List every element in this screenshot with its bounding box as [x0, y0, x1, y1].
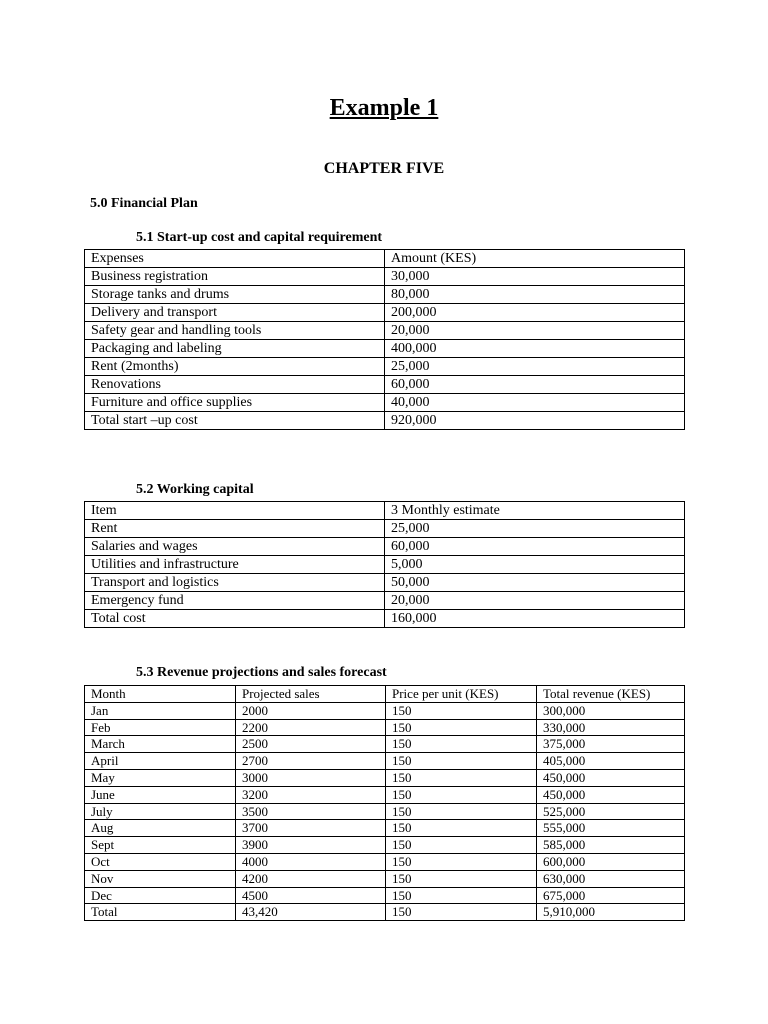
- table-row: [85, 376, 685, 394]
- table-cell: 150: [386, 904, 537, 921]
- header-row: [85, 502, 685, 520]
- table-cell: 4000: [236, 853, 386, 870]
- column-header: Expenses: [85, 250, 385, 268]
- table-row: [85, 556, 685, 574]
- table-cell: 3200: [236, 786, 386, 803]
- table-cell: 50,000: [385, 574, 685, 592]
- table-cell: May: [85, 769, 236, 786]
- column-header: Price per unit (KES): [386, 686, 537, 703]
- table-cell: 920,000: [385, 412, 685, 430]
- table-cell: 150: [386, 736, 537, 753]
- table-cell: 450,000: [537, 769, 685, 786]
- column-header: Total revenue (KES): [537, 686, 685, 703]
- table-cell: 60,000: [385, 538, 685, 556]
- table-row: [85, 769, 685, 786]
- table-row: [85, 286, 685, 304]
- table-cell: July: [85, 803, 236, 820]
- table-row: [85, 268, 685, 286]
- table-cell: 25,000: [385, 520, 685, 538]
- table-cell: Salaries and wages: [85, 538, 385, 556]
- table-cell: 80,000: [385, 286, 685, 304]
- table-cell: 2700: [236, 753, 386, 770]
- table-cell: March: [85, 736, 236, 753]
- table-row: [85, 803, 685, 820]
- table-cell: Furniture and office supplies: [85, 394, 385, 412]
- column-header: Projected sales: [236, 686, 386, 703]
- table-cell: 150: [386, 837, 537, 854]
- document-title: Example 1: [329, 95, 439, 121]
- table-cell: 4500: [236, 887, 386, 904]
- table-cell: 2000: [236, 702, 386, 719]
- table-row: [85, 394, 685, 412]
- table-cell: Emergency fund: [85, 592, 385, 610]
- table-cell: 2200: [236, 719, 386, 736]
- table-cell: 300,000: [537, 702, 685, 719]
- table-cell: Business registration: [85, 268, 385, 286]
- table-cell: Utilities and infrastructure: [85, 556, 385, 574]
- table-cell: Rent: [85, 520, 385, 538]
- table-row: [85, 853, 685, 870]
- startup-heading: 5.1 Start-up cost and capital requirement: [136, 230, 383, 245]
- table-cell: 675,000: [537, 887, 685, 904]
- table-cell: 150: [386, 753, 537, 770]
- table-cell: 3900: [236, 837, 386, 854]
- startup-table-body: [85, 250, 685, 430]
- table-cell: 585,000: [537, 837, 685, 854]
- table-cell: 43,420: [236, 904, 386, 921]
- table-row: [85, 702, 685, 719]
- table-row: [85, 340, 685, 358]
- table-cell: Total: [85, 904, 236, 921]
- table-cell: 160,000: [385, 610, 685, 628]
- table-cell: 330,000: [537, 719, 685, 736]
- column-header: Month: [85, 686, 236, 703]
- table-cell: April: [85, 753, 236, 770]
- working-capital-table: [84, 501, 685, 628]
- table-cell: June: [85, 786, 236, 803]
- table-row: [85, 887, 685, 904]
- table-row: [85, 574, 685, 592]
- table-cell: 5,910,000: [537, 904, 685, 921]
- table-cell: Storage tanks and drums: [85, 286, 385, 304]
- table-cell: 150: [386, 786, 537, 803]
- table-cell: Packaging and labeling: [85, 340, 385, 358]
- table-cell: 600,000: [537, 853, 685, 870]
- table-cell: Dec: [85, 887, 236, 904]
- table-cell: Jan: [85, 702, 236, 719]
- working-capital-heading: 5.2 Working capital: [136, 482, 254, 497]
- table-row: [85, 870, 685, 887]
- table-cell: 4200: [236, 870, 386, 887]
- table-cell: 525,000: [537, 803, 685, 820]
- header-row: [85, 686, 685, 703]
- revenue-heading: 5.3 Revenue projections and sales forecast: [136, 665, 387, 680]
- table-cell: 20,000: [385, 322, 685, 340]
- header-row: [85, 250, 685, 268]
- table-cell: 40,000: [385, 394, 685, 412]
- table-row: [85, 358, 685, 376]
- table-row: [85, 412, 685, 430]
- column-header: 3 Monthly estimate: [385, 502, 685, 520]
- startup-cost-table: [84, 249, 685, 430]
- table-cell: Feb: [85, 719, 236, 736]
- table-row: [85, 820, 685, 837]
- table-row: [85, 786, 685, 803]
- table-row: [85, 837, 685, 854]
- table-cell: 150: [386, 853, 537, 870]
- chapter-heading: CHAPTER FIVE: [323, 160, 445, 177]
- table-row: [85, 538, 685, 556]
- column-header: Amount (KES): [385, 250, 685, 268]
- table-cell: 3000: [236, 769, 386, 786]
- table-row: [85, 904, 685, 921]
- table-cell: 30,000: [385, 268, 685, 286]
- table-cell: 25,000: [385, 358, 685, 376]
- table-cell: 150: [386, 702, 537, 719]
- section-heading: 5.0 Financial Plan: [90, 196, 198, 211]
- revenue-table: [84, 685, 685, 921]
- table-cell: 450,000: [537, 786, 685, 803]
- table-cell: 150: [386, 870, 537, 887]
- table-cell: 150: [386, 803, 537, 820]
- table-cell: Renovations: [85, 376, 385, 394]
- table-cell: Oct: [85, 853, 236, 870]
- table-cell: Sept: [85, 837, 236, 854]
- table-cell: 5,000: [385, 556, 685, 574]
- table-cell: 3500: [236, 803, 386, 820]
- table-cell: 555,000: [537, 820, 685, 837]
- table-row: [85, 322, 685, 340]
- table-row: [85, 610, 685, 628]
- table-cell: Transport and logistics: [85, 574, 385, 592]
- table-cell: 200,000: [385, 304, 685, 322]
- table-cell: 150: [386, 820, 537, 837]
- table-cell: 375,000: [537, 736, 685, 753]
- table-cell: Aug: [85, 820, 236, 837]
- table-row: [85, 520, 685, 538]
- table-cell: Total cost: [85, 610, 385, 628]
- column-header: Item: [85, 502, 385, 520]
- table-cell: 150: [386, 887, 537, 904]
- table-cell: Delivery and transport: [85, 304, 385, 322]
- table-cell: 150: [386, 719, 537, 736]
- table-cell: 400,000: [385, 340, 685, 358]
- revenue-table-body: [85, 686, 685, 921]
- table-cell: 60,000: [385, 376, 685, 394]
- table-cell: 630,000: [537, 870, 685, 887]
- table-cell: 20,000: [385, 592, 685, 610]
- table-cell: Safety gear and handling tools: [85, 322, 385, 340]
- table-cell: 150: [386, 769, 537, 786]
- working-capital-table-body: [85, 502, 685, 628]
- table-cell: Rent (2months): [85, 358, 385, 376]
- table-cell: 2500: [236, 736, 386, 753]
- table-cell: Nov: [85, 870, 236, 887]
- table-row: [85, 592, 685, 610]
- table-row: [85, 753, 685, 770]
- table-cell: Total start –up cost: [85, 412, 385, 430]
- table-cell: 3700: [236, 820, 386, 837]
- table-row: [85, 719, 685, 736]
- table-row: [85, 736, 685, 753]
- table-cell: 405,000: [537, 753, 685, 770]
- table-row: [85, 304, 685, 322]
